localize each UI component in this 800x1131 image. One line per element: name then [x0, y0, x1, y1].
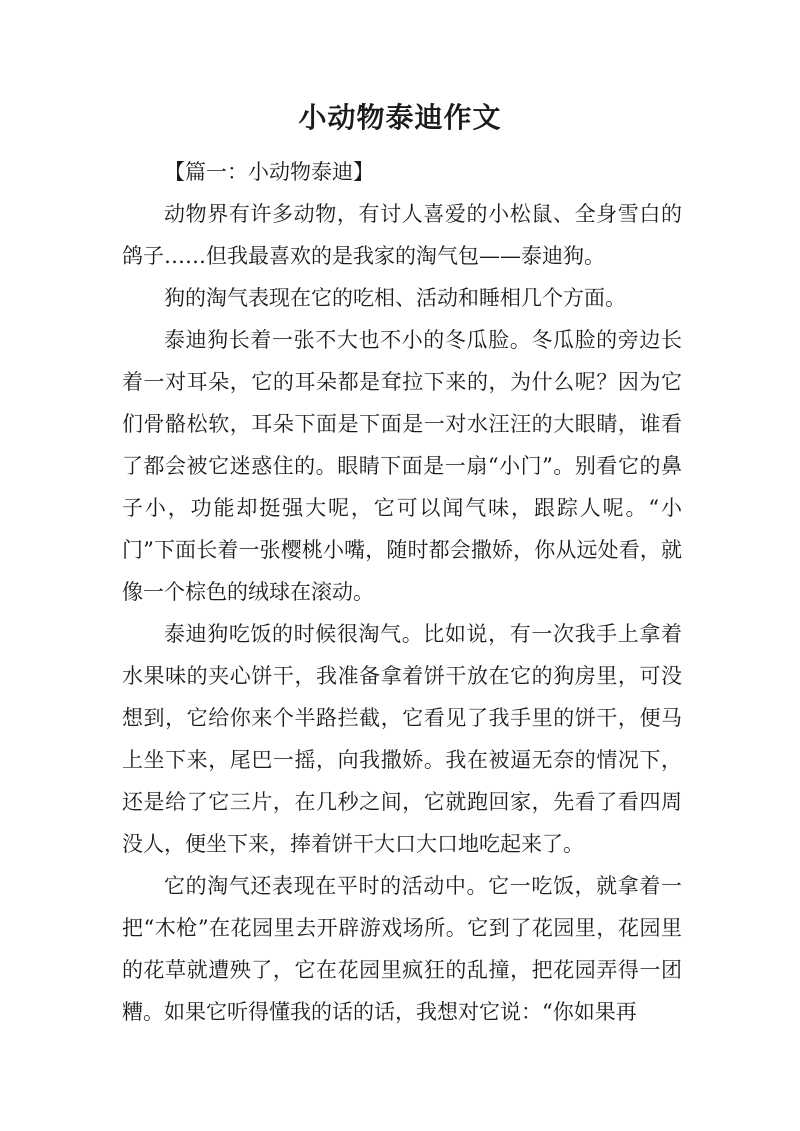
- paragraph-intro: 动物界有许多动物，有讨人喜爱的小松鼠、全身雪白的鸽子……但我最喜欢的是我家的淘气包——泰迪狗。: [122, 202, 682, 268]
- paragraph-overview: 狗的淘气表现在它的吃相、活动和睡相几个方面。: [164, 286, 626, 310]
- paragraph-appearance: 泰迪狗长着一张不大也不小的冬瓜脸。冬瓜脸的旁边长着一对耳朵，它的耳朵都是耷拉下来的，为什么呢？因为它们骨骼松软，耳朵下面是下面是一对水汪汪的大眼睛，谁看了都会被它迷惑住的。眼睛下面是一扇“小门”。别看它的鼻子小，功能却挺强大呢，它可以闻气味，跟踪人呢。“小门”下面长着一张樱桃小嘴，随时都会撒娇，你从远处看，就像一个棕色的绒球在滚动。: [122, 328, 682, 604]
- section-heading: 【篇一：小动物泰迪】: [164, 160, 374, 184]
- document-body: [122, 151, 682, 1033]
- paragraph-eating: 泰迪狗吃饭的时候很淘气。比如说，有一次我手上拿着水果味的夹心饼干，我准备拿着饼干放在它的狗房里，可没想到，它给你来个半路拦截，它看见了我手里的饼干，便马上坐下来，尾巴一摇，向我撒娇。我在被逼无奈的情况下，还是给了它三片，在几秒之间，它就跑回家，先看了看四周没人，便坐下来，捧着饼干大口大口地吃起来了。: [122, 622, 682, 856]
- paragraph-activity: 它的淘气还表现在平时的活动中。它一吃饭，就拿着一把“木枪”在花园里去开辟游戏场所。它到了花园里，花园里的花草就遭殃了，它在花园里疯狂的乱撞，把花园弄得一团糟。如果它听得懂我的话的话，我想对它说：“你如果再: [122, 874, 682, 1024]
- document-title: 小动物泰迪作文: [298, 101, 502, 134]
